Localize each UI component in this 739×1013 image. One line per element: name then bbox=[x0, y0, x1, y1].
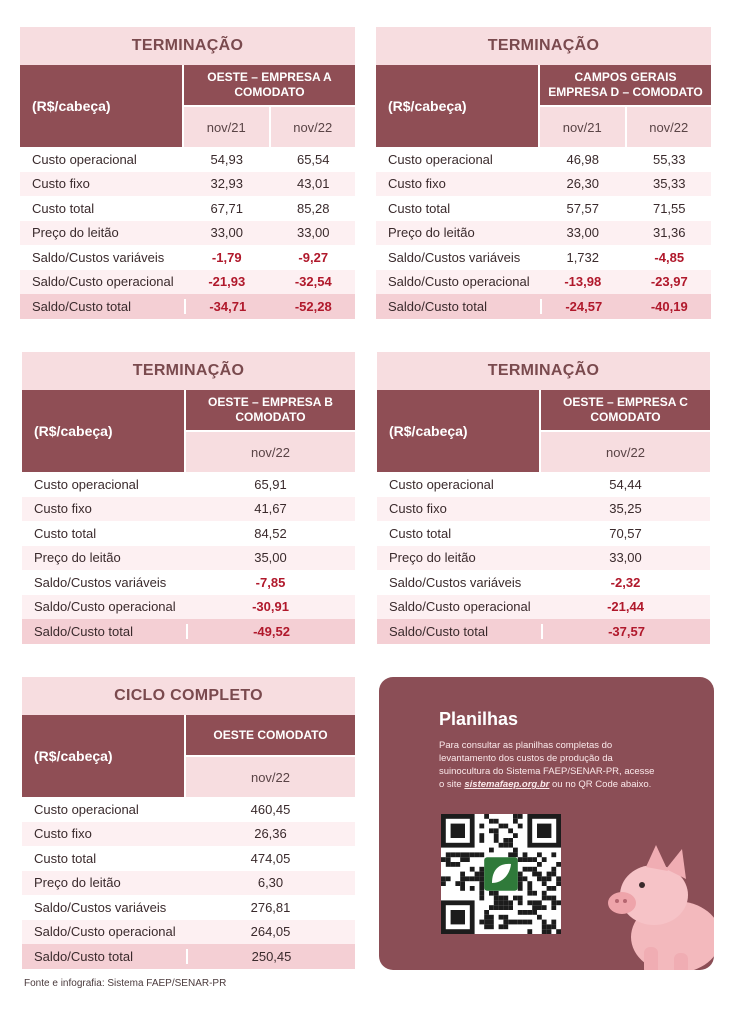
data-rows bbox=[377, 472, 710, 644]
row-label: Custo total bbox=[34, 850, 97, 866]
table-row bbox=[377, 472, 710, 497]
row-label: Custo total bbox=[388, 200, 451, 216]
cell-value: 55,33 bbox=[652, 151, 686, 167]
row-label: Custo fixo bbox=[34, 826, 92, 842]
unit-label: (R$/cabeça) bbox=[22, 715, 186, 797]
table-row bbox=[377, 619, 710, 644]
period-header: nov/22 bbox=[250, 769, 291, 785]
cell-value: 276,81 bbox=[250, 899, 291, 915]
row-label: Preço do leitão bbox=[388, 225, 475, 241]
cell-value: 250,45 bbox=[186, 949, 355, 964]
panel-ciclo-completo bbox=[22, 677, 355, 969]
planilhas-title: Planilhas bbox=[439, 709, 519, 729]
cell-value: -24,57 bbox=[540, 299, 626, 314]
table-row bbox=[377, 595, 710, 620]
row-label: Saldo/Custo total bbox=[32, 298, 132, 314]
period-header: nov/22 bbox=[605, 444, 646, 460]
row-label: Saldo/Custo operacional bbox=[388, 274, 530, 290]
panel-terminacao-empresa-d bbox=[376, 27, 711, 319]
planilhas-text-after: ou no QR Code abaixo. bbox=[549, 779, 652, 790]
panel-title: TERMINAÇÃO bbox=[22, 352, 355, 390]
table-row bbox=[20, 270, 355, 295]
row-label: Custo operacional bbox=[388, 151, 493, 167]
cell-value: 70,57 bbox=[609, 525, 642, 541]
unit-label: (R$/cabeça) bbox=[377, 390, 541, 472]
unit-label: (R$/cabeça) bbox=[20, 65, 184, 147]
cell-value: 31,36 bbox=[652, 225, 686, 241]
row-label: Custo total bbox=[34, 525, 97, 541]
table-row bbox=[376, 294, 711, 319]
table-row bbox=[377, 546, 710, 571]
table-row bbox=[22, 846, 355, 871]
period-header: nov/22 bbox=[269, 107, 356, 147]
row-label: Saldo/Custo total bbox=[34, 948, 134, 964]
panel-title: CICLO COMPLETO bbox=[22, 677, 355, 715]
table-row bbox=[22, 871, 355, 896]
table-row bbox=[377, 521, 710, 546]
cell-value: 26,36 bbox=[254, 826, 287, 842]
table-row bbox=[376, 221, 711, 246]
cell-value: 57,57 bbox=[566, 200, 600, 216]
table-row bbox=[377, 497, 710, 522]
table-row bbox=[22, 895, 355, 920]
panel-terminacao-empresa-a bbox=[20, 27, 355, 319]
source-footer: Fonte e infografia: Sistema FAEP/SENAR-PR bbox=[24, 978, 227, 989]
qr-code-icon bbox=[441, 814, 561, 934]
panel-terminacao-empresa-c bbox=[377, 352, 710, 644]
cell-value: -40,19 bbox=[650, 298, 688, 314]
panel-title: TERMINAÇÃO bbox=[377, 352, 710, 390]
table-row bbox=[20, 294, 355, 319]
data-rows bbox=[20, 147, 355, 319]
cell-value: 32,93 bbox=[210, 176, 244, 192]
period-header: nov/22 bbox=[250, 444, 291, 460]
planilhas-card bbox=[379, 677, 714, 970]
cell-value: 67,71 bbox=[210, 200, 244, 216]
table-row bbox=[376, 172, 711, 197]
row-label: Custo fixo bbox=[388, 176, 446, 192]
table-row bbox=[22, 595, 355, 620]
row-label: Saldo/Custo total bbox=[389, 623, 489, 639]
row-label: Saldo/Custo total bbox=[34, 623, 134, 639]
row-label: Preço do leitão bbox=[32, 225, 119, 241]
cell-value: 71,55 bbox=[652, 200, 686, 216]
panel-title: TERMINAÇÃO bbox=[20, 27, 355, 65]
cell-value: 41,67 bbox=[254, 501, 287, 517]
cell-value: -13,98 bbox=[564, 274, 602, 290]
period-header: nov/21 bbox=[206, 119, 246, 135]
table-row bbox=[376, 270, 711, 295]
cell-value: 35,00 bbox=[254, 550, 287, 566]
company-header: OESTE – EMPRESA B COMODATO bbox=[186, 390, 355, 430]
row-label: Custo operacional bbox=[34, 801, 139, 817]
cell-value: -30,91 bbox=[252, 599, 289, 615]
row-label: Preço do leitão bbox=[389, 550, 476, 566]
row-label: Saldo/Custo operacional bbox=[34, 599, 176, 615]
qr-code[interactable] bbox=[441, 814, 561, 934]
cell-value: 43,01 bbox=[296, 176, 330, 192]
cell-value: 35,25 bbox=[609, 501, 642, 517]
row-label: Custo total bbox=[32, 200, 95, 216]
company-header: OESTE – EMPRESA A COMODATO bbox=[184, 65, 355, 105]
row-label: Saldo/Custos variáveis bbox=[32, 249, 165, 265]
table-row bbox=[22, 521, 355, 546]
cell-value: -34,71 bbox=[184, 299, 270, 314]
row-label: Custo fixo bbox=[32, 176, 90, 192]
cell-value: -7,85 bbox=[255, 574, 286, 590]
cell-value: 54,93 bbox=[210, 151, 244, 167]
unit-label: (R$/cabeça) bbox=[22, 390, 186, 472]
table-row bbox=[377, 570, 710, 595]
cell-value: -21,93 bbox=[208, 274, 246, 290]
period-header: nov/22 bbox=[625, 107, 712, 147]
panel-terminacao-empresa-b bbox=[22, 352, 355, 644]
company-header: OESTE – EMPRESA C COMODATO bbox=[541, 390, 710, 430]
site-link[interactable]: sistemafaep.org.br bbox=[464, 779, 550, 790]
table-row bbox=[22, 472, 355, 497]
row-label: Saldo/Custo total bbox=[388, 298, 488, 314]
cell-value: 6,30 bbox=[257, 875, 284, 891]
cell-value: 65,91 bbox=[254, 476, 287, 492]
cell-value: 33,00 bbox=[609, 550, 642, 566]
cell-value: 1,732 bbox=[566, 249, 600, 265]
company-header: OESTE COMODATO bbox=[186, 715, 355, 755]
cell-value: 474,05 bbox=[250, 850, 291, 866]
cell-value: -1,79 bbox=[211, 249, 242, 265]
table-row bbox=[376, 245, 711, 270]
cell-value: 33,00 bbox=[210, 225, 244, 241]
panel-title: TERMINAÇÃO bbox=[376, 27, 711, 65]
planilhas-text bbox=[439, 739, 659, 791]
row-label: Custo fixo bbox=[389, 501, 447, 517]
cell-value: 33,00 bbox=[566, 225, 600, 241]
table-row bbox=[20, 172, 355, 197]
period-header: nov/21 bbox=[562, 119, 602, 135]
cell-value: 33,00 bbox=[296, 225, 330, 241]
row-label: Custo total bbox=[389, 525, 452, 541]
row-label: Custo operacional bbox=[389, 476, 494, 492]
cell-value: -37,57 bbox=[541, 624, 710, 639]
planilhas-text-before: Para consultar as planilhas completas do levantamento dos custos de produção da suinocultura do Sistema FAEP/SENAR-PR, acesse o site bbox=[439, 740, 655, 790]
row-label: Saldo/Custos variáveis bbox=[388, 249, 521, 265]
cell-value: -9,27 bbox=[298, 249, 329, 265]
table-row bbox=[22, 797, 355, 822]
row-label: Custo fixo bbox=[34, 501, 92, 517]
pig-illustration bbox=[584, 827, 714, 970]
table-row bbox=[20, 245, 355, 270]
unit-label: (R$/cabeça) bbox=[376, 65, 540, 147]
row-label: Saldo/Custos variáveis bbox=[34, 899, 167, 915]
cell-value: 65,54 bbox=[296, 151, 330, 167]
cell-value: -52,28 bbox=[294, 298, 332, 314]
cell-value: 46,98 bbox=[566, 151, 600, 167]
row-label: Saldo/Custo operacional bbox=[32, 274, 174, 290]
table-row bbox=[22, 497, 355, 522]
data-rows bbox=[22, 472, 355, 644]
table-row bbox=[22, 822, 355, 847]
table-row bbox=[376, 147, 711, 172]
table-row bbox=[20, 196, 355, 221]
row-label: Custo operacional bbox=[32, 151, 137, 167]
cell-value: 26,30 bbox=[566, 176, 600, 192]
cell-value: 84,52 bbox=[254, 525, 287, 541]
cell-value: -2,32 bbox=[610, 574, 641, 590]
cell-value: -23,97 bbox=[650, 274, 688, 290]
row-label: Saldo/Custo operacional bbox=[389, 599, 531, 615]
data-rows bbox=[22, 797, 355, 969]
row-label: Custo operacional bbox=[34, 476, 139, 492]
cell-value: -49,52 bbox=[186, 624, 355, 639]
cell-value: -21,44 bbox=[607, 599, 644, 615]
row-label: Saldo/Custos variáveis bbox=[34, 574, 167, 590]
table-row bbox=[20, 221, 355, 246]
cell-value: -4,85 bbox=[654, 249, 685, 265]
company-header: CAMPOS GERAIS EMPRESA D – COMODATO bbox=[540, 65, 711, 105]
row-label: Saldo/Custo operacional bbox=[34, 924, 176, 940]
table-row bbox=[22, 920, 355, 945]
table-row bbox=[376, 196, 711, 221]
cell-value: 85,28 bbox=[296, 200, 330, 216]
table-row bbox=[22, 546, 355, 571]
cell-value: 460,45 bbox=[250, 801, 291, 817]
cell-value: 35,33 bbox=[652, 176, 686, 192]
row-label: Preço do leitão bbox=[34, 550, 121, 566]
cell-value: 54,44 bbox=[609, 476, 642, 492]
table-row bbox=[22, 619, 355, 644]
row-label: Preço do leitão bbox=[34, 875, 121, 891]
cell-value: 264,05 bbox=[250, 924, 291, 940]
data-rows bbox=[376, 147, 711, 319]
table-row bbox=[20, 147, 355, 172]
row-label: Saldo/Custos variáveis bbox=[389, 574, 522, 590]
table-row bbox=[22, 570, 355, 595]
cell-value: -32,54 bbox=[294, 274, 332, 290]
table-row bbox=[22, 944, 355, 969]
